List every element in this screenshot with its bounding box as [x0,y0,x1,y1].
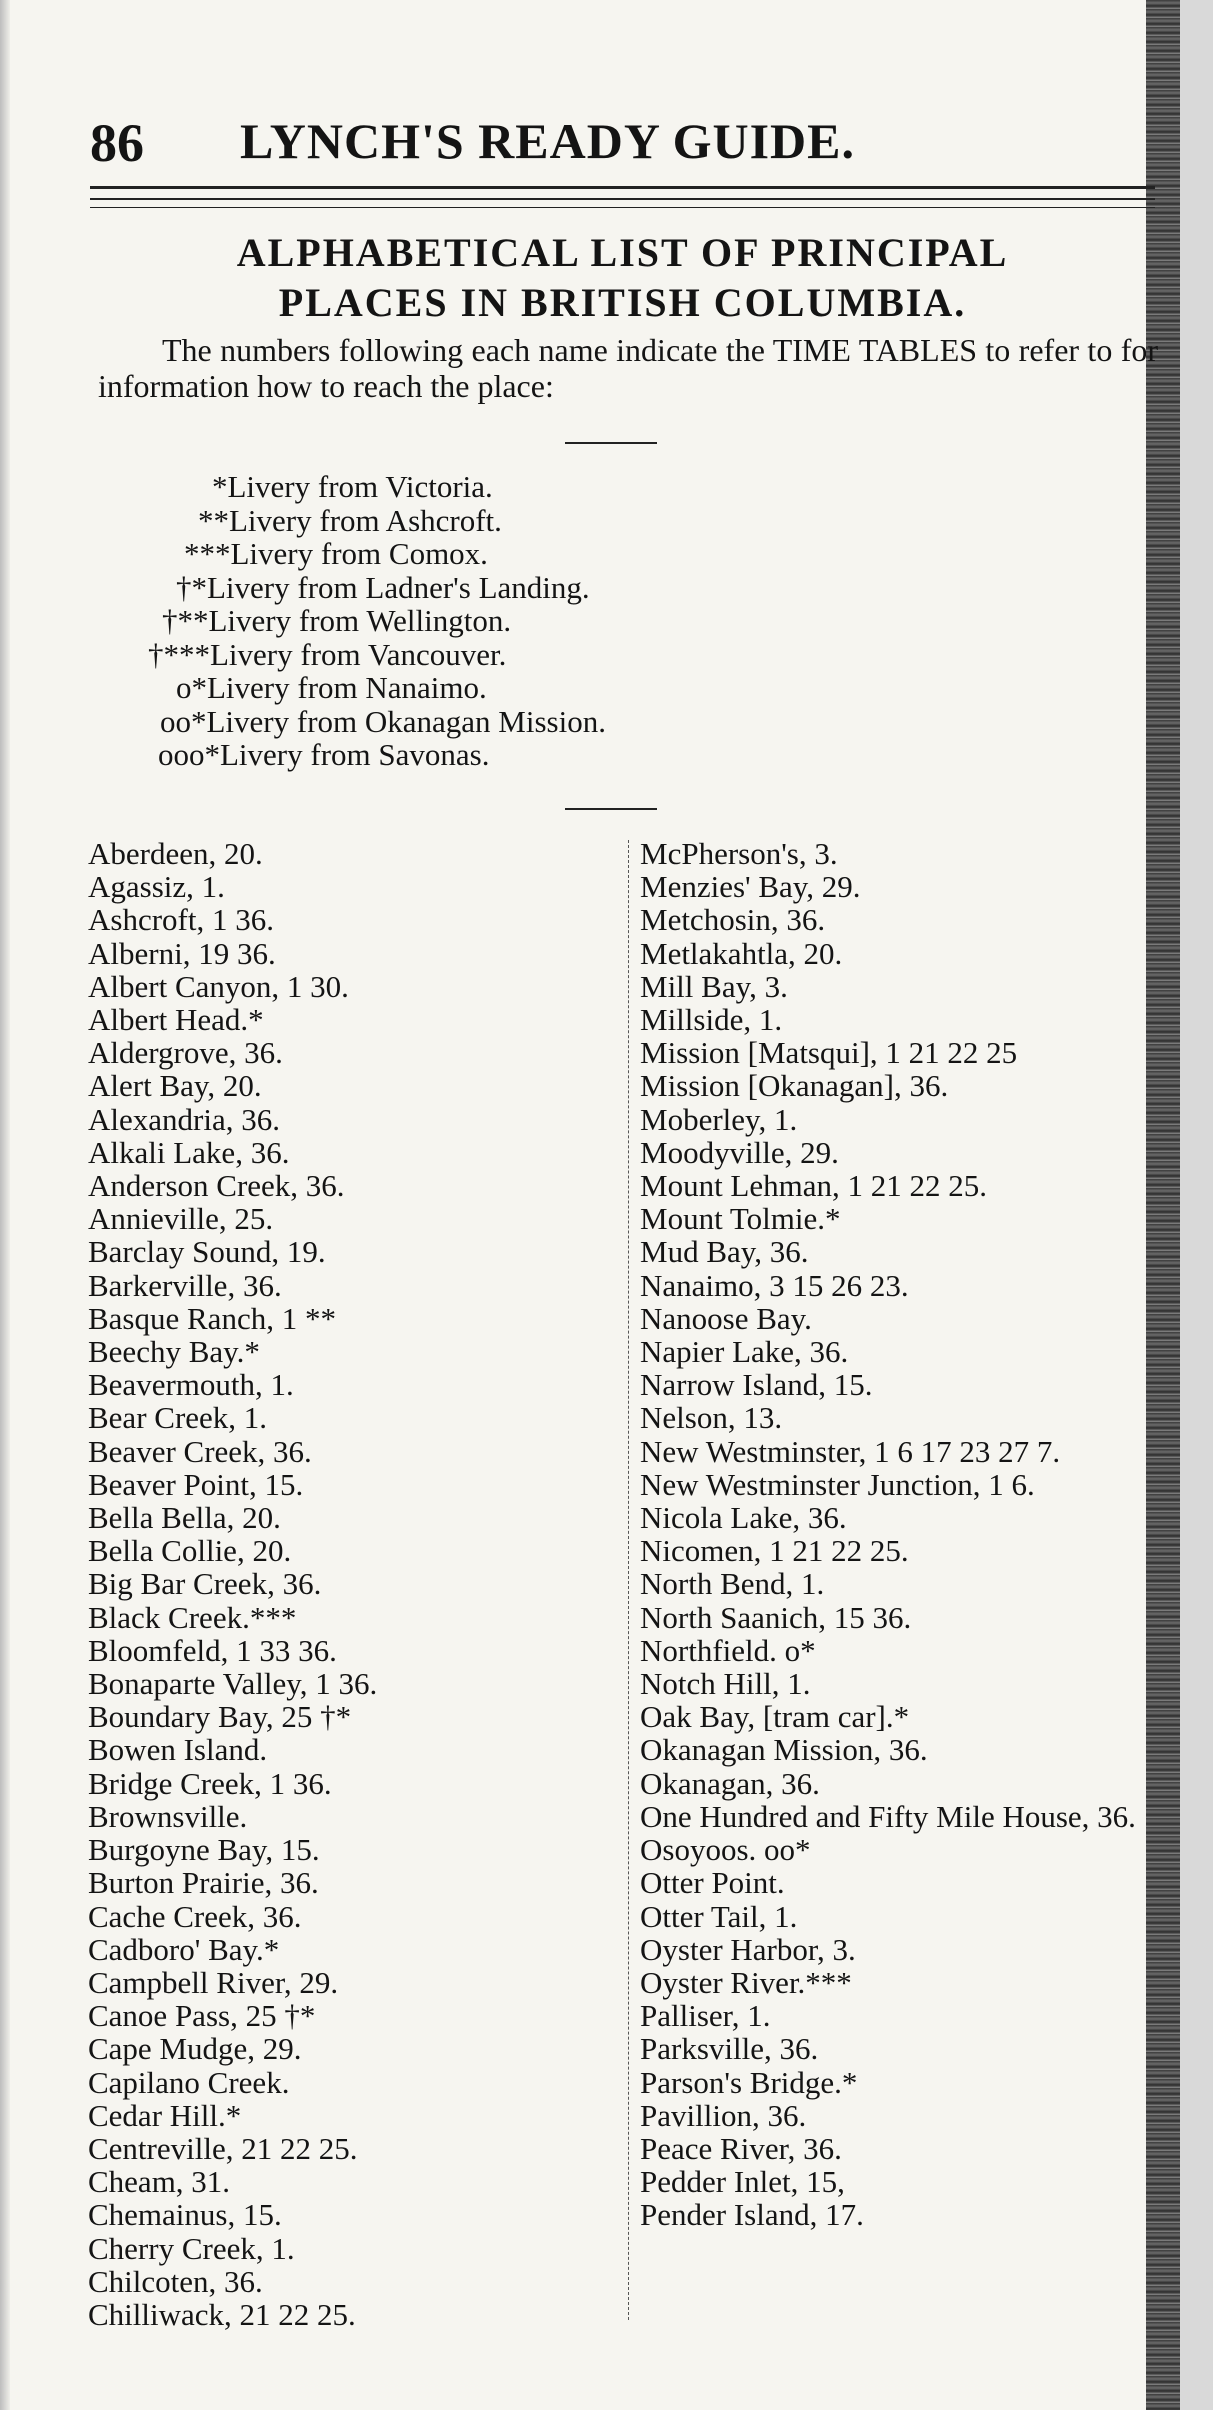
place-entry: Burgoyne Bay, 15. [88,1832,320,1868]
legend-item: †*Livery from Ladner's Landing. [176,569,590,605]
place-entry: Albert Head.* [88,1002,264,1038]
place-entry: Notch Hill, 1. [640,1666,811,1702]
place-entry: Metlakahtla, 20. [640,935,843,971]
place-entry: Mill Bay, 3. [640,968,788,1004]
place-entry: Okanagan Mission, 36. [640,1732,928,1768]
place-entry: Bella Bella, 20. [88,1500,281,1536]
place-entry: Nanoose Bay. [640,1300,812,1336]
place-entry: Beaver Creek, 36. [88,1433,312,1469]
header-rule-thick [90,186,1155,189]
place-entry: Alert Bay, 20. [88,1068,262,1104]
legend-item: ***Livery from Comox. [184,536,488,571]
place-entry: Cache Creek, 36. [88,1898,302,1934]
place-entry: Nicomen, 1 21 22 25. [640,1533,909,1569]
place-entry: Black Creek.*** [88,1599,297,1635]
place-entry: Beechy Bay.* [88,1334,260,1370]
livery-legend [140,470,840,772]
place-entry: Albert Canyon, 1 30. [88,968,349,1004]
intro-paragraph: The numbers following each name indicate the TIME TABLES to refer to for information how to reach the place: [98,332,1158,404]
place-entry: Parson's Bridge.* [640,2064,858,2100]
place-entry: Annieville, 25. [88,1201,274,1237]
header-rule-thin [90,207,1155,208]
place-entry: Moodyville, 29. [640,1134,839,1170]
place-entry: Chilliwack, 21 22 25. [88,2296,356,2332]
section-title-line-2: PLACES IN BRITISH COLUMBIA. [278,280,967,325]
place-entry: Mount Tolmie.* [640,1201,841,1237]
page-header [90,112,1150,172]
place-entry: Alexandria, 36. [88,1101,280,1137]
place-entry: Canoe Pass, 25 †* [88,1998,316,2034]
place-entry: Metchosin, 36. [640,902,826,938]
legend-item: †**Livery from Wellington. [162,603,512,638]
legend-item: oo*Livery from Okanagan Mission. [160,703,606,739]
place-entry: Bear Creek, 1. [88,1400,268,1436]
page-left-edge [0,0,10,2410]
place-entry: Bowen Island. [88,1732,268,1768]
place-entry: Otter Tail, 1. [640,1898,798,1934]
legend-item: ooo*Livery from Savonas. [158,737,490,772]
place-entry: Moberley, 1. [640,1101,798,1137]
place-entry: Beaver Point, 15. [88,1466,304,1502]
place-entry: Nicola Lake, 36. [640,1500,847,1536]
place-entry: Osoyoos. oo* [640,1832,811,1868]
place-entry: Chilcoten, 36. [88,2263,263,2299]
place-entry: Alkali Lake, 36. [88,1134,290,1170]
running-title: LYNCH'S READY GUIDE. [240,113,856,169]
place-entry: Napier Lake, 36. [640,1334,849,1370]
place-entry: Bella Collie, 20. [88,1533,292,1569]
section-title-line-1: ALPHABETICAL LIST OF PRINCIPAL [236,230,1009,275]
place-entry: North Bend, 1. [640,1566,825,1602]
place-entry: Boundary Bay, 25 †* [88,1699,352,1735]
place-entry: Parksville, 36. [640,2031,819,2067]
place-list-left-column [88,837,608,2331]
place-entry: Barclay Sound, 19. [88,1234,326,1270]
place-entry: Oyster River.*** [640,1964,852,2000]
place-entry: Cherry Creek, 1. [88,2230,295,2266]
place-entry: North Saanich, 15 36. [640,1599,912,1635]
place-entry: Menzies' Bay, 29. [640,869,861,905]
place-entry: Bonaparte Valley, 1 36. [88,1666,378,1702]
place-entry: Centreville, 21 22 25. [88,2130,358,2166]
place-entry: Oyster Harbor, 3. [640,1931,856,1967]
place-entry: McPherson's, 3. [640,836,838,871]
legend-item: *Livery from Victoria. [212,469,493,504]
legend-item: o*Livery from Nanaimo. [176,670,487,705]
separator-rule-bottom [565,808,657,810]
place-entry: Cheam, 31. [88,2164,231,2200]
place-entry: Burton Prairie, 36. [88,1865,319,1901]
place-entry: Palliser, 1. [640,1998,771,2034]
place-entry: Pavillion, 36. [640,2097,807,2133]
place-entry: Nelson, 13. [640,1400,783,1436]
place-entry: One Hundred and Fifty Mile House, 36. [640,1798,1136,1834]
place-entry: Aberdeen, 20. [88,836,263,871]
place-entry: Oak Bay, [tram car].* [640,1699,910,1735]
place-entry: Capilano Creek. [88,2064,290,2100]
place-entry: Anderson Creek, 36. [88,1168,345,1204]
section-title [90,228,1155,328]
place-entry: Mission [Matsqui], 1 21 22 25 [640,1035,1018,1071]
place-entry: Millside, 1. [640,1002,783,1038]
place-entry: Mud Bay, 36. [640,1234,809,1270]
separator-rule-top [565,442,657,444]
page-number: 86 [90,113,144,173]
place-entry: Campbell River, 29. [88,1964,339,2000]
place-entry: Mission [Okanagan], 36. [640,1068,949,1104]
place-entry: Chemainus, 15. [88,2197,282,2233]
place-entry: Narrow Island, 15. [640,1367,873,1403]
place-entry: Mount Lehman, 1 21 22 25. [640,1168,987,1204]
place-entry: Cadboro' Bay.* [88,1931,280,1967]
place-entry: Bloomfeld, 1 33 36. [88,1632,337,1668]
place-entry: Otter Point. [640,1865,785,1901]
place-entry: Alberni, 19 36. [88,935,276,971]
place-entry: Peace River, 36. [640,2130,842,2166]
place-entry: Big Bar Creek, 36. [88,1566,322,1602]
place-entry: Pedder Inlet, 15, [640,2164,845,2200]
place-entry: Beavermouth, 1. [88,1367,294,1403]
place-list-right-column [640,837,1160,2232]
place-entry: New Westminster Junction, 1 6. [640,1466,1035,1502]
place-entry: Basque Ranch, 1 ** [88,1300,336,1336]
place-entry: Agassiz, 1. [88,869,225,905]
place-entry: Pender Island, 17. [640,2197,864,2233]
place-entry: Northfield. o* [640,1632,816,1668]
place-entry: Bridge Creek, 1 36. [88,1765,332,1801]
header-rule-middle [90,198,1155,200]
place-entry: Ashcroft, 1 36. [88,902,274,938]
place-entry: Barkerville, 36. [88,1267,282,1303]
place-entry: Brownsville. [88,1798,248,1834]
place-entry: New Westminster, 1 6 17 23 27 7. [640,1433,1061,1469]
column-divider [628,840,629,2320]
place-entry: Aldergrove, 36. [88,1035,283,1071]
place-entry: Cedar Hill.* [88,2097,242,2133]
legend-item: †***Livery from Vancouver. [148,636,507,672]
place-entry: Nanaimo, 3 15 26 23. [640,1267,909,1303]
place-entry: Cape Mudge, 29. [88,2031,302,2067]
place-entry: Okanagan, 36. [640,1765,820,1801]
legend-item: **Livery from Ashcroft. [198,502,502,538]
